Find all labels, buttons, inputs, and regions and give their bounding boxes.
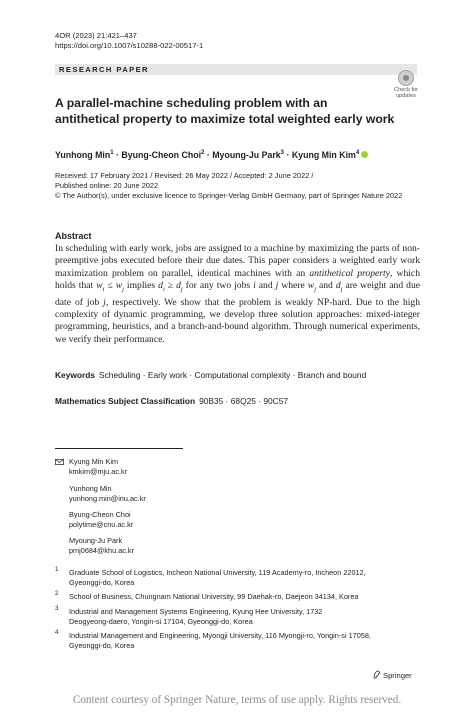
contact-name: Yunhong Min: [69, 484, 112, 493]
publication-dates: [55, 171, 402, 201]
author-list: [55, 150, 368, 160]
abstract-text: , respectively. We show that the problem is weakly NP-hard. Due to the high complexity of dynamic programming, we develop three solution approaches: mixed-integer programming, heuristics, and a branch-and-bound algorithm. Through numerical experiments, we verify their performance.: [55, 296, 420, 345]
author-name[interactable]: Byung-Cheon Choi: [121, 150, 202, 160]
abstract-text: and: [255, 280, 276, 292]
check-updates-icon: [398, 70, 414, 86]
math-var: w: [96, 280, 103, 292]
msc-text: 90B35 · 68Q25 · 90C57: [199, 396, 289, 406]
contact-entry: [69, 457, 127, 476]
affiliation-number: 4: [55, 629, 59, 636]
journal-citation: 4OR (2023) 21:421–437: [55, 31, 137, 40]
affiliation-number: 1: [55, 566, 59, 573]
author-name[interactable]: Kyung Min Kim: [291, 150, 356, 160]
math-var: j: [275, 280, 279, 292]
keywords-label: Keywords: [55, 370, 96, 380]
contact-email[interactable]: pmj0684@khu.ac.kr: [69, 545, 135, 555]
affiliation: [69, 568, 429, 587]
math-sub: j: [340, 286, 343, 294]
footnote-divider: [55, 448, 183, 449]
author-affiliation-mark: 1: [110, 150, 114, 157]
affiliation: [69, 631, 429, 650]
section-label: RESEARCH PAPER: [59, 65, 149, 74]
author-affiliation-mark: 2: [201, 150, 205, 157]
math-var: w: [307, 280, 315, 292]
author-affiliation-mark: 4: [355, 150, 360, 157]
copyright-line: © The Author(s), under exclusive licence to Springer-Verlag GmbH Germany, part of Springer Nature 2022: [55, 191, 403, 200]
affiliation-line: Industrial and Management Systems Engineering, Kyung Hee University, 1732: [69, 607, 323, 616]
msc-label: Mathematics Subject Classification: [55, 396, 196, 406]
author-name[interactable]: Yunhong Min: [55, 150, 111, 160]
abstract-text: where: [278, 280, 308, 292]
keywords: [55, 370, 366, 380]
author-separator: ·: [284, 150, 292, 160]
affiliation-line: School of Business, Chungnam National University, 99 Daehak-ro, Daejeon 34134, Korea: [69, 592, 359, 601]
affiliation-number: 3: [55, 605, 59, 612]
check-updates-line1: Check for: [394, 87, 418, 93]
math-var: i: [253, 280, 256, 292]
math-sub: j: [180, 286, 183, 294]
abstract-emphasis: antithetical property: [309, 267, 390, 279]
math-sub: i: [102, 286, 105, 294]
abstract-text: implies: [123, 280, 159, 292]
author-separator: ·: [204, 150, 213, 160]
affiliation-line: Deogyeong-daero, Yongin-si 17104, Gyeonggi-do, Korea: [69, 616, 253, 626]
affiliation-line: Gyeonggi-do, Korea: [69, 577, 135, 587]
affiliation-line: Gyeonggi-do, Korea: [69, 640, 135, 650]
envelope-icon: [55, 459, 64, 465]
math-var: d: [158, 280, 163, 292]
author-separator: ·: [113, 150, 122, 160]
math-var: w: [115, 280, 123, 292]
math-sub: i: [162, 286, 165, 294]
keywords-text: Scheduling · Early work · Computational complexity · Branch and bound: [99, 370, 367, 380]
contact-email[interactable]: polytime@cnu.ac.kr: [69, 519, 134, 529]
math-op: ≤: [104, 280, 116, 292]
springer-logo: [373, 670, 412, 680]
contact-entry: [69, 510, 133, 529]
abstract-text: In scheduling with early work, jobs are assigned to a machine by maximizing the parts of non-preemptive jobs executed before their due dates. This paper considers a weighted early work maximization problem on parallel, identical machines with an: [55, 243, 420, 279]
math-sub: j: [314, 286, 316, 294]
doi-link[interactable]: https://doi.org/10.1007/s10288-022-00517-1: [55, 41, 204, 50]
publisher-name: Springer: [383, 671, 412, 680]
math-var: j: [103, 296, 106, 308]
published-date: Published online: 20 June 2022: [55, 181, 159, 190]
affiliation: [69, 592, 429, 602]
msc-classification: [55, 396, 288, 406]
abstract-text: and: [316, 280, 336, 292]
affiliation-line: Graduate School of Logistics, Incheon National University, 119 Academy-ro, Incheon 22012,: [69, 568, 366, 577]
contact-email[interactable]: yunhong.min@inu.ac.kr: [69, 493, 146, 503]
received-dates: Received: 17 February 2021 / Revised: 26 May 2022 / Accepted: 2 June 2022 /: [55, 171, 314, 180]
math-sub: j: [122, 286, 124, 294]
affiliation: [69, 607, 429, 626]
abstract-body: [55, 243, 420, 346]
math-var: d: [176, 280, 181, 292]
springer-horse-icon: [373, 670, 381, 679]
author-name[interactable]: Myoung-Ju Park: [212, 150, 281, 160]
contact-email[interactable]: kmkim@mju.ac.kr: [69, 466, 128, 476]
contact-name: Byung-Cheon Choi: [69, 510, 131, 519]
contact-name: Myoung-Ju Park: [69, 536, 123, 545]
math-var: d: [335, 280, 341, 292]
check-updates-line2: updates: [396, 93, 416, 100]
footer-notice: Content courtesy of Springer Nature, terms of use apply. Rights reserved.: [72, 694, 402, 706]
contact-name: Kyung Min Kim: [69, 457, 119, 466]
abstract-heading: Abstract: [55, 231, 92, 241]
affiliation-line: Industrial Management and Engineering, Myongji University, 116 Myongji-ro, Yongin-si 17058,: [69, 631, 371, 640]
check-for-updates-badge[interactable]: [391, 70, 421, 101]
paper-title: A parallel-machine scheduling problem with an antithetical property to maximize total weighted early work: [55, 96, 395, 126]
abstract-text: , which holds that: [55, 267, 420, 292]
check-updates-text: [391, 87, 421, 99]
author-affiliation-mark: 3: [280, 150, 284, 157]
math-op: ≥: [164, 280, 177, 292]
contact-entry: [69, 536, 134, 555]
affiliation-number: 2: [55, 590, 59, 597]
abstract-text: for any two jobs: [182, 280, 254, 292]
abstract-text: are weight and due date of job: [55, 280, 421, 308]
orcid-icon[interactable]: [361, 151, 368, 158]
contact-entry: [69, 484, 146, 503]
